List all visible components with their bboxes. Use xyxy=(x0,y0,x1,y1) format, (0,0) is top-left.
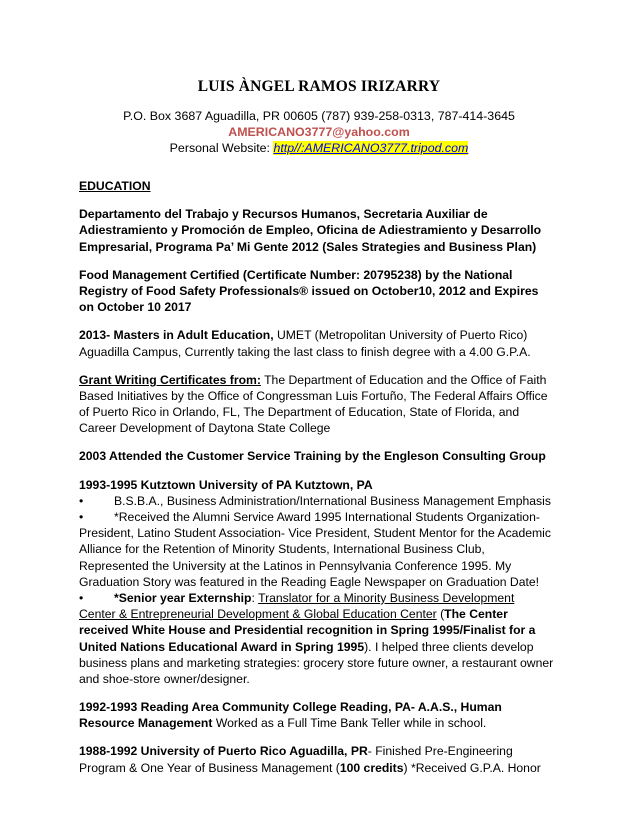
entry-line-text: ). I helped three clients develop xyxy=(364,639,534,654)
bullet-item xyxy=(79,493,564,509)
entry-line-text: Worked as a Full Time Bank Teller while in school. xyxy=(212,716,487,731)
bullet-text-bold: *Senior year Externship xyxy=(114,590,252,605)
entry-line: Represented the University at the Latinos in Pennsylvania Conference 1995. My xyxy=(79,558,512,573)
education-entry-upr xyxy=(79,743,564,775)
education-entry-grant-writing xyxy=(79,372,564,437)
education-entry-masters xyxy=(79,327,564,359)
entry-line: Registry of Food Safety Professionals® issued on October10, 2012 and Expires xyxy=(79,283,539,298)
entry-line-bold: Resource Management xyxy=(79,716,213,731)
entry-line-bold: 100 credits xyxy=(339,760,404,775)
entry-line: of Puerto Rico in Orlando, FL, The Department of Education, State of Florida, and xyxy=(79,405,520,420)
resume-body xyxy=(79,178,564,776)
entry-line-text: ( xyxy=(436,607,445,622)
personal-website xyxy=(0,141,638,155)
education-entry-customer-service xyxy=(79,448,564,464)
bullet-icon: • xyxy=(79,590,84,605)
entry-line-text: - Finished Pre-Engineering xyxy=(367,744,513,759)
entry-line: Empresarial, Programa Pa’ Mi Gente 2012 (Sales Strategies and Business Plan) xyxy=(79,239,537,254)
entry-line: on October 10 2017 xyxy=(79,300,192,315)
education-entry-food-management xyxy=(79,267,564,316)
entry-line-bold: 1988-1992 University of Puerto Rico Aguadilla, PR xyxy=(79,744,368,759)
entry-line-text: ) *Received G.P.A. Honor xyxy=(403,760,541,775)
entry-line-bold: Grant Writing Certificates from: xyxy=(79,372,261,387)
entry-line: and shoe-store owner/designer. xyxy=(79,671,250,686)
email-text: AMERICANO3777@yahoo.com xyxy=(228,125,410,139)
entry-line: 2003 Attended the Customer Service Training by the Engleson Consulting Group xyxy=(79,449,546,464)
entry-line-bold: The Center xyxy=(444,607,508,622)
entry-line-text: Program & One Year of Business Management ( xyxy=(79,760,340,775)
education-entry-labor-dept xyxy=(79,206,564,255)
entry-line: Graduation Story was featured in the Reading Eagle Newspaper on Graduation Date! xyxy=(79,574,540,589)
contact-email xyxy=(0,125,638,139)
entry-line-bold: United Nations Educational Award in Spring 1995 xyxy=(79,639,365,654)
bullet-item xyxy=(79,509,564,525)
entry-line: Aguadilla Campus, Currently taking the last class to finish degree with a 4.00 G.P.A. xyxy=(79,344,531,359)
entry-line: Career Development of Daytona State College xyxy=(79,421,331,436)
education-entry-racc xyxy=(79,699,564,731)
entry-line: business plans and marketing strategies: grocery store future owner, a restaurant owner xyxy=(79,655,554,670)
applicant-name: LUIS ÀNGEL RAMOS IRIZARRY xyxy=(197,78,441,95)
entry-line: Alliance for the Retention of Minority Students, International Business Club, xyxy=(79,542,485,557)
website-link[interactable]: http//:AMERICANO3777.tripod.com xyxy=(273,141,469,155)
entry-line: Adiestramiento y Promoción de Empleo, Oficina de Adiestramiento y Desarrollo xyxy=(79,223,542,238)
entry-line: Food Management Certified (Certificate Number: 20795238) by the National xyxy=(79,267,513,282)
bullet-icon: • xyxy=(79,493,84,508)
entry-line: Departamento del Trabajo y Recursos Humanos, Secretaria Auxiliar de xyxy=(79,207,488,222)
entry-line-bold: received White House and Presidential recognition in Spring 1995/Finalist for a xyxy=(79,623,536,638)
entry-line-text: UMET (Metropolitan University of Puerto Rico) xyxy=(273,328,528,343)
entry-line-text: The Department of Education and the Office of Faith xyxy=(260,372,547,387)
bullet-text: B.S.B.A., Business Administration/International Business Management Emphasis xyxy=(114,493,551,508)
website-label: Personal Website: xyxy=(169,141,274,155)
address-phone: P.O. Box 3687 Aguadilla, PR 00605 (787) 939-258-0313, 787-414-3645 xyxy=(123,109,515,123)
bullet-item xyxy=(79,590,564,606)
entry-line: Based Initiatives by the Office of Congressman Luis Fortuño, The Federal Affairs Office xyxy=(79,388,548,403)
section-title-education: EDUCATION xyxy=(79,179,151,193)
entry-line-bold: 2013- Masters in Adult Education, xyxy=(79,328,274,343)
entry-title: 1993-1995 Kutztown University of PA Kutztown, PA xyxy=(79,477,373,492)
entry-line: President, Latino Student Association- Vice President, Student Mentor for the Academic xyxy=(79,526,551,541)
bullet-text: : xyxy=(251,590,259,605)
bullet-icon: • xyxy=(79,510,84,524)
entry-line-underlined: Center & Entrepreneurial Development & Global Education Center xyxy=(79,607,437,622)
bullet-text-underlined: Translator for a Minority Business Development xyxy=(258,590,515,605)
entry-line-bold: 1992-1993 Reading Area Community College Reading, PA- A.A.S., Human xyxy=(79,700,502,715)
bullet-text: *Received the Alumni Service Award 1995 International Students Organization- xyxy=(114,510,540,524)
education-entry-kutztown xyxy=(79,477,564,687)
